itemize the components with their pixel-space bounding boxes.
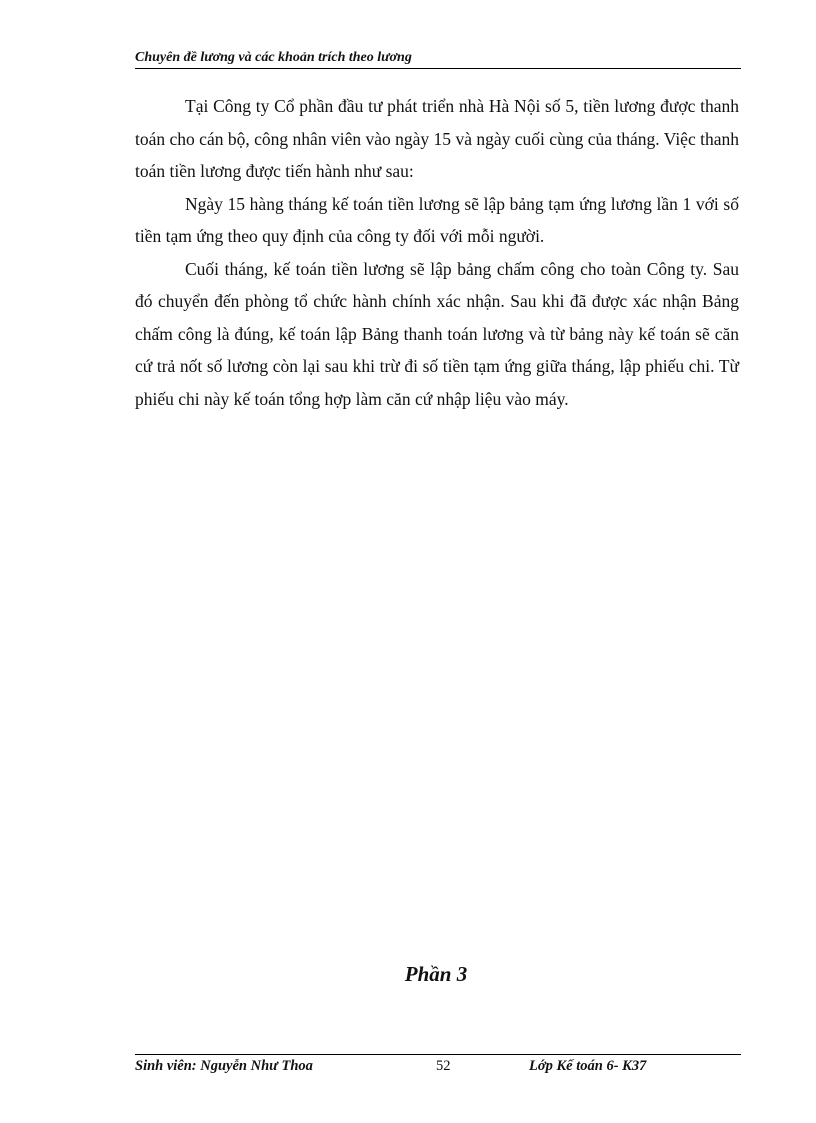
header-title: Chuyên đề lương và các khoản trích theo lương [135,50,412,65]
section-title: Phần 3 [404,962,468,986]
footer-class: Lớp Kế toán 6- K37 [529,1058,647,1074]
paragraph-1: Tại Công ty Cổ phần đầu tư phát triển nhà Hà Nội số 5, tiền lương được thanh toán cho cán bộ, công nhân viên vào ngày 15 và ngày cuối cùng của tháng. Việc thanh toán tiền lương được tiến hành như sau: [135,96,739,181]
page-header [135,49,741,69]
page-number: 52 [436,1058,451,1074]
page-footer [135,1054,741,1077]
paragraph-3: Cuối tháng, kế toán tiền lương sẽ lập bảng chấm công cho toàn Công ty. Sau đó chuyển đến phòng tổ chức hành chính xác nhận. Sau khi đã được xác nhận Bảng chấm công là đúng, kế toán lập Bảng thanh toán lương và từ bảng này kế toán sẽ căn cứ trả nốt số lương còn lại sau khi trừ đi số tiền tạm ứng giữa tháng, lập phiếu chi. Từ phiếu chi này kế toán tổng hợp làm căn cứ nhập liệu vào máy. [135,258,739,409]
footer-author: Sinh viên: Nguyễn Như Thoa [135,1058,313,1074]
paragraph-2: Ngày 15 hàng tháng kế toán tiền lương sẽ lập bảng tạm ứng lương lần 1 với số tiền tạm ứng theo quy định của công ty đối với mỗi người. [135,193,739,246]
body-text [135,90,739,415]
